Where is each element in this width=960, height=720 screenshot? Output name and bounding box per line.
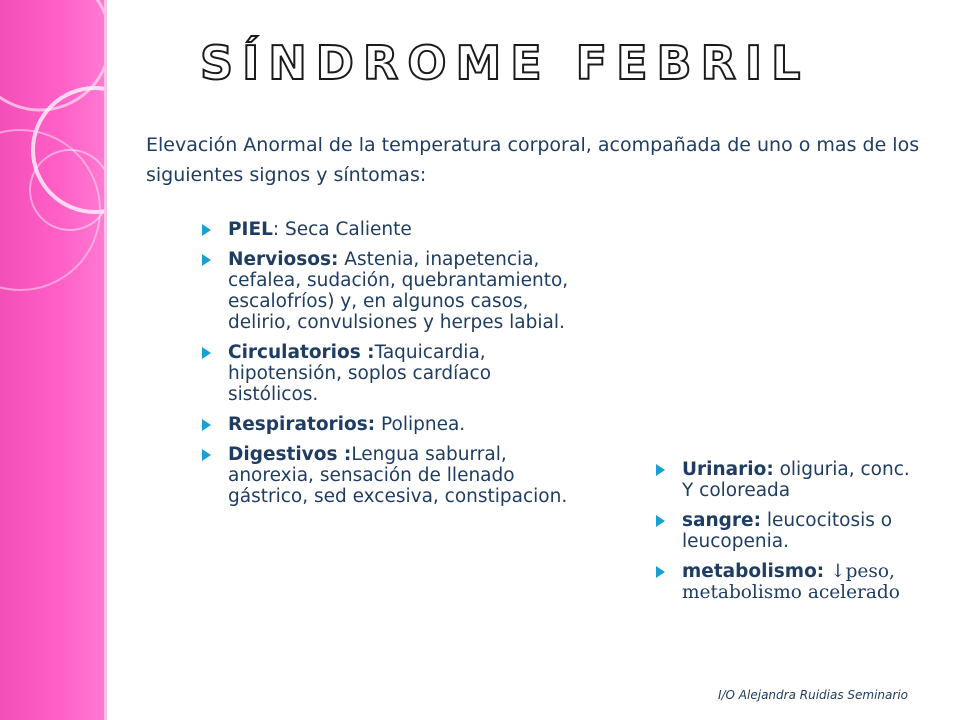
item-label: Respiratorios: [228,414,376,435]
circle-ornament-icon [0,0,106,720]
item-label: Urinario: [682,459,774,480]
list-item [200,249,580,333]
item-label: metabolismo: [682,561,825,582]
triangle-bullet-icon [202,254,211,266]
item-text: oliguria, conc. Y coloreada [682,459,910,501]
symptom-list-left [200,219,580,516]
symptom-list-right [654,459,924,612]
triangle-bullet-icon [202,224,211,236]
triangle-bullet-icon [202,419,211,431]
item-label: Digestivos : [228,444,352,465]
decorative-sidebar [0,0,106,720]
item-text: ↓peso, metabolismo acelerado [682,561,900,603]
item-label: Circulatorios : [228,342,375,363]
triangle-bullet-icon [656,566,665,578]
list-item [200,414,580,435]
list-item [654,510,924,552]
list-item [654,459,924,501]
triangle-bullet-icon [656,515,665,527]
item-text: Taquicardia, hipotensión, soplos cardíaco sistólicos. [228,342,492,405]
item-label: PIEL [228,219,273,240]
slide-title: SÍNDROME FEBRIL [200,36,810,90]
item-text: Lengua saburral, anorexia, sensación de llenado gástrico, sed excesiva, constipacion. [228,444,568,507]
item-text: Astenia, inapetencia, cefalea, sudación, quebrantamiento, escalofríos) y, en algunos casos, delirio, convulsiones y herpes labial. [228,249,569,333]
sidebar-divider [104,0,107,720]
item-separator: : [272,219,280,240]
item-label: sangre: [682,510,761,531]
item-text: Polipnea. [375,414,466,435]
item-text: leucocitosis o leucopenia. [682,510,893,552]
list-item [200,219,580,240]
footer-credit: I/O Alejandra Ruidias Seminario [717,688,908,702]
list-item [200,342,580,405]
triangle-bullet-icon [202,449,211,461]
list-item [200,444,580,507]
list-item [654,561,924,603]
intro-text: Elevación Anormal de la temperatura corporal, acompañada de uno o mas de los siguientes signos y síntomas: [146,134,920,186]
item-label: Nerviosos: [228,249,339,270]
item-text: Seca Caliente [279,219,412,240]
triangle-bullet-icon [656,464,665,476]
triangle-bullet-icon [202,347,211,359]
